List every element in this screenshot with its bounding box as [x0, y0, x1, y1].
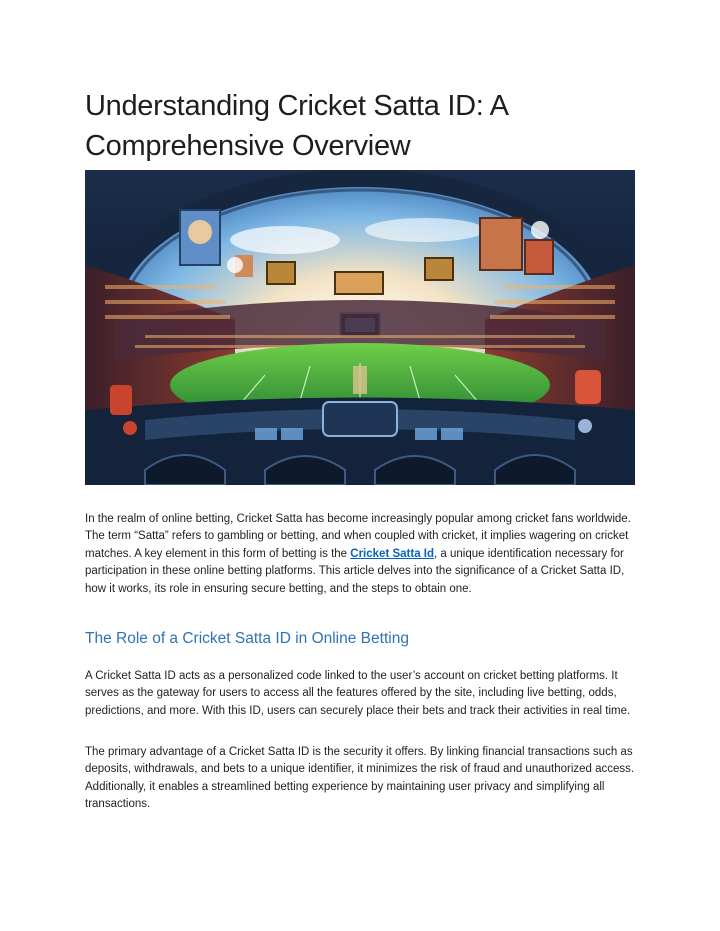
page-title: Understanding Cricket Satta ID: A Comprehensive Overview — [85, 90, 508, 162]
stadium-illustration — [85, 170, 635, 485]
cricket-satta-id-link[interactable]: Cricket Satta Id — [350, 547, 435, 560]
intro-paragraph — [85, 511, 637, 598]
stadium-illustration-graphic — [85, 170, 635, 485]
role-paragraph: A Cricket Satta ID acts as a personalized code linked to the user’s account on cricket betting platforms. It serves as the gateway for users to access all the features offered by the site, including live betting, odds, predictions, and more. With this ID, users can securely place their bets and track their activities in real time. — [85, 670, 631, 717]
section-heading: The Role of a Cricket Satta ID in Online Betting — [85, 630, 409, 647]
intro-text-after-link: , a unique identification necessary for participation in these online betting platforms. This article delves into the significance of a Cricket Satta ID, how it works, its role in ensuring secure betting, and the steps to obtain one. — [85, 547, 625, 595]
advantage-paragraph: The primary advantage of a Cricket Satta ID is the security it offers. By linking financial transactions such as deposits, withdrawals, and bets to a unique identifier, it minimizes the risk of fraud and unauthorized access. Additionally, it enables a streamlined betting experience by maintaining user privacy and simplifying all transactions. — [85, 746, 635, 811]
intro-text-before-link: In the realm of online betting, Cricket Satta has become increasingly popular among cricket fans worldwide. The term “Satta” refers to gambling or betting, and when coupled with cricket, it implies wagering on cricket matches. A key element in this form of betting is the — [85, 513, 631, 560]
